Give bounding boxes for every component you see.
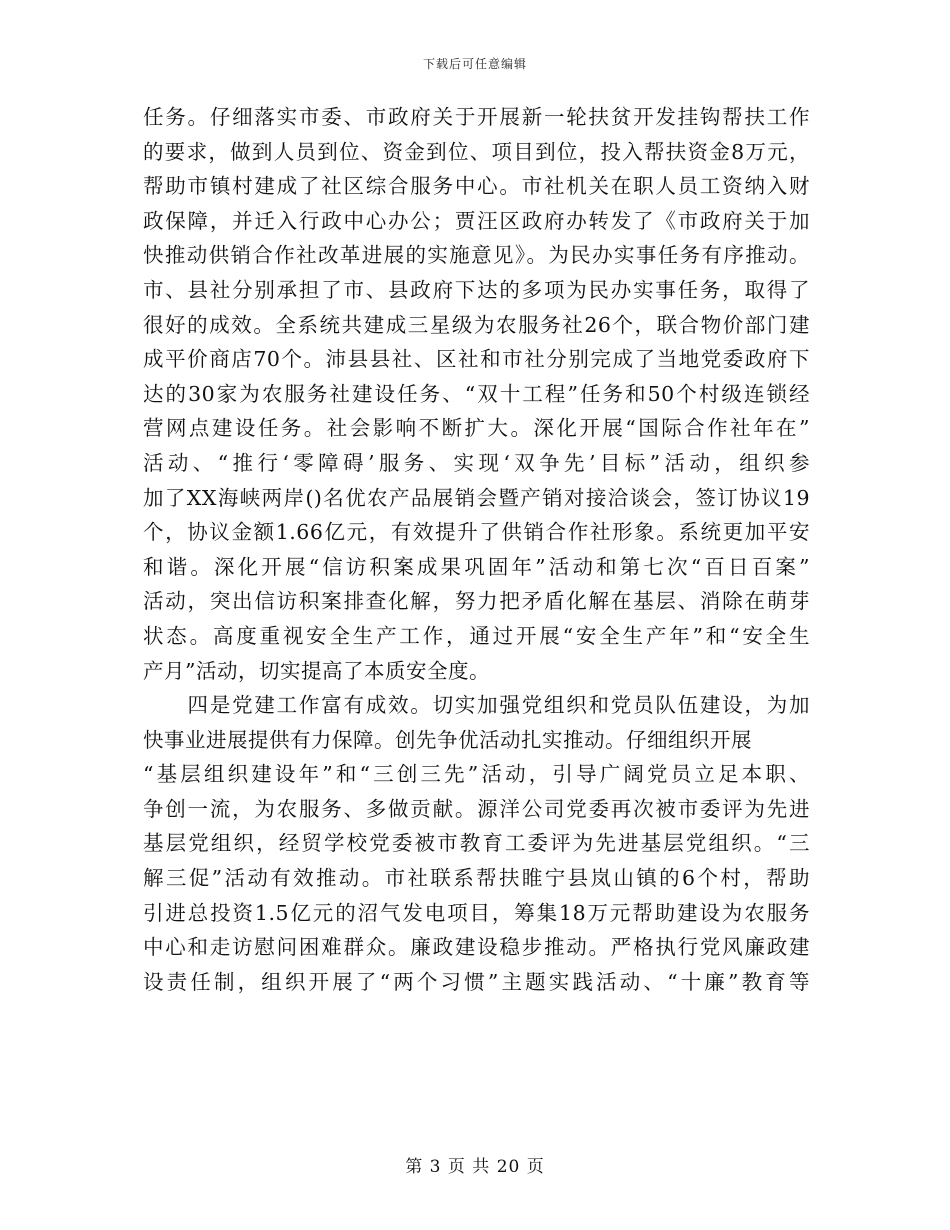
body-line: 快事业进展提供有力保障。创先争优活动扎实推动。仔细组织开展 <box>143 727 752 752</box>
body-line: 帮助市镇村建成了社区综合服务中心。市社机关在职人员工资纳入财 <box>143 174 810 199</box>
document-body <box>143 100 810 999</box>
page-number-footer: 第 3 页 共 20 页 <box>405 1157 545 1177</box>
body-line: 和谐。深化开展“信访积案成果巩固年”活动和第七次“百日百案” <box>143 554 810 579</box>
body-line: 解三促”活动有效推动。市社联系帮扶睢宁县岚山镇的6个村，帮助 <box>143 866 810 891</box>
body-line: 很好的成效。全系统共建成三星级为农服务社26个，联合物价部门建 <box>143 312 810 337</box>
body-line: 基层党组织，经贸学校党委被市教育工委评为先进基层党组织。“三 <box>143 831 810 856</box>
body-line: 成平价商店70个。沛县县社、区社和市社分别完成了当地党委政府下 <box>143 347 810 372</box>
body-line: 状态。高度重视安全生产工作，通过开展“安全生产年”和“安全生 <box>143 623 810 648</box>
body-line: 活动、“推行‘零障碍’服务、实现‘双争先’目标”活动，组织参 <box>143 450 810 475</box>
body-line: 营网点建设任务。社会影响不断扩大。深化开展“国际合作社年在” <box>143 416 810 441</box>
body-line: 任务。仔细落实市委、市政府关于开展新一轮扶贫开发挂钩帮扶工作 <box>143 105 810 129</box>
body-line: 的要求，做到人员到位、资金到位、项目到位，投入帮扶资金8万元， <box>143 139 810 164</box>
body-line: 市、县社分别承担了市、县政府下达的多项为民办实事任务，取得了 <box>143 277 810 302</box>
body-line: 个，协议金额1.66亿元，有效提升了供销合作社形象。系统更加平安 <box>143 520 810 545</box>
body-line: 引进总投资1.5亿元的沼气发电项目，筹集18万元帮助建设为农服务 <box>143 900 810 925</box>
body-line: 加了XX海峡两岸()名优农产品展销会暨产销对接洽谈会，签订协议19 <box>143 485 810 510</box>
body-line-paragraph-end: 产月”活动，切实提高了本质安全度。 <box>143 658 490 683</box>
body-line: 快推动供销合作社改革进展的实施意见》。为民办实事任务有序推动。 <box>143 243 810 268</box>
body-line: 活动，突出信访积案排查化解，努力把矛盾化解在基层、消除在萌芽 <box>143 589 810 614</box>
body-line-paragraph-start: 四是党建工作富有成效。切实加强党组织和党员队伍建设，为加 <box>143 693 810 718</box>
body-line: 中心和走访慰问困难群众。廉政建设稳步推动。严格执行党风廉政建 <box>143 935 810 960</box>
body-line: 争创一流，为农服务、多做贡献。源洋公司党委再次被市委评为先进 <box>143 796 810 821</box>
body-line: “基层组织建设年”和“三创三先”活动，引导广阔党员立足本职、 <box>143 762 810 787</box>
page-header: 下载后可任意编辑 <box>422 57 527 71</box>
body-line: 设责任制，组织开展了“两个习惯”主题实践活动、“十廉”教育等 <box>143 969 810 994</box>
body-line: 达的30家为农服务社建设任务、“双十工程”任务和50个村级连锁经 <box>143 381 810 406</box>
body-line: 政保障，并迁入行政中心办公；贾汪区政府办转发了《市政府关于加 <box>143 208 810 233</box>
